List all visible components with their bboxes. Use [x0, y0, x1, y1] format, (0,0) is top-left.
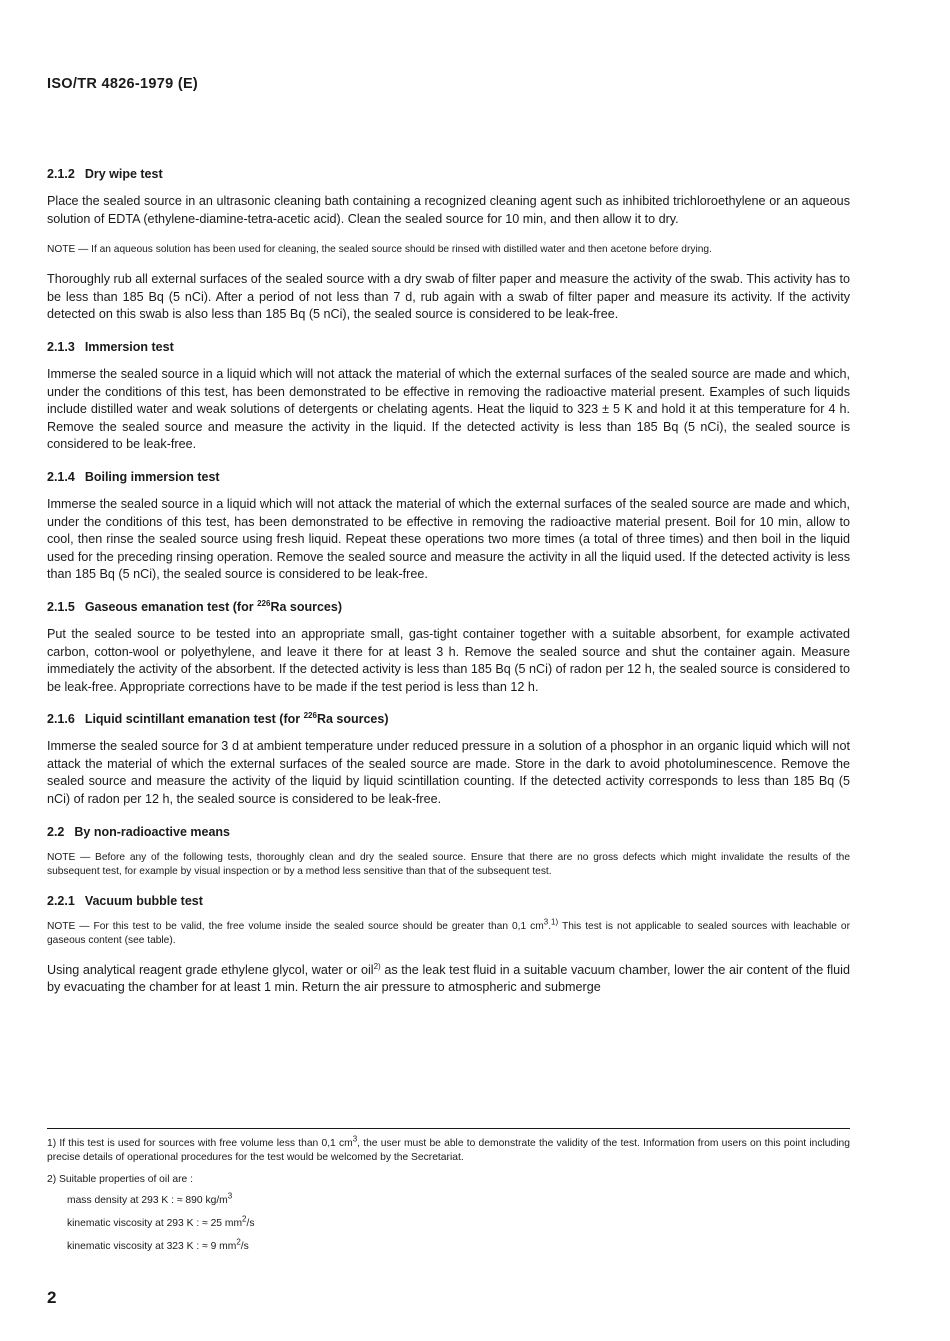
isotope-superscript: 226 [257, 598, 271, 608]
superscript: 2 [242, 1214, 247, 1224]
section-number: 2.1.5 [47, 599, 75, 614]
paragraph: Immerse the sealed source for 3 d at ambient temperature under reduced pressure in a solution of a phosphor in an organic liquid which will not attack the material of which the external surfaces of the sealed source are made. Store in the dark to avoid photoluminescence. Remove the sealed source and measure the activity of the liquid by liquid scintillation counting. If the detected activity corresponds to less than 185 Bq (5 nCi) of radon per 12 h, the sealed source is considered to be leak-free. [47, 739, 850, 807]
note: NOTE — If an aqueous solution has been used for cleaning, the sealed source should be rinsed with distilled water and then acetone before drying. [47, 244, 712, 256]
section-heading-2-2-1 [47, 893, 850, 909]
section-title: Immersion test [84, 339, 174, 354]
property-item [67, 1214, 850, 1231]
section-title: By non-radioactive means [74, 824, 230, 839]
section-title-post: Ra sources) [316, 712, 389, 727]
superscript: 3 [227, 1191, 233, 1201]
section-heading-2-1-6 [47, 711, 850, 727]
superscript: 3 [543, 917, 549, 927]
superscript: 3 [352, 1134, 358, 1144]
footnotes [47, 1128, 850, 1263]
page-number: 2 [47, 1288, 57, 1307]
footnote-text-post: , the user must be able to demonstrate the validity of the test. Information from users on this point including precise details of operational procedures for the test would be welcomed by the Secretariat. [47, 1138, 850, 1163]
section-title-post: Ra sources) [270, 599, 342, 614]
paragraph-text-pre: Using analytical reagent grade ethylene glycol, water or oil [47, 962, 374, 977]
superscript: 2 [236, 1237, 241, 1247]
footnote-ref: 2) [373, 961, 381, 971]
note: NOTE — Before any of the following tests, thoroughly clean and dry the sealed source. Ensure that there are no gross defects which might invalidate the results of the subsequent test, for example by visual inspection or by a method less sensitive than that of the subsequent test. [47, 851, 850, 877]
oil-properties-list [67, 1191, 850, 1254]
main-content [47, 166, 850, 1012]
section-heading-2-1-4 [47, 469, 850, 485]
section-title-pre: Liquid scintillant emanation test (for [84, 712, 304, 727]
paragraph: Thoroughly rub all external surfaces of the sealed source with a dry swab of filter paper and measure the activity of the swab. This activity has to be less than 185 Bq (5 nCi). After a period of not less than 7 d, rub again with a swab of filter paper and measure its activity. If the activity detected on this swab is also less than 185 Bq (5 nCi), the sealed source is considered to be leak-free. [47, 272, 850, 322]
section-number: 2.1.3 [47, 339, 75, 354]
note-text-pre: NOTE — For this test to be valid, the free volume inside the sealed source should be greater than 0,1 cm [47, 920, 544, 932]
section-title: Vacuum bubble test [84, 893, 203, 908]
footnote-text-pre: 1) If this test is used for sources with free volume less than 0,1 cm [47, 1138, 353, 1149]
property-item [67, 1191, 850, 1208]
paragraph [47, 962, 850, 997]
footnote-1 [47, 1134, 850, 1165]
note [47, 917, 850, 948]
paragraph: Put the sealed source to be tested into an appropriate small, gas-tight container together with a suitable absorbent, for example activated carbon, cotton-wool or polyethylene, and leave it there for at least 3 h. Remove the sealed source and shut the container again. Measure immediately the activity of the absorbent. If the detected activity is less than 185 Bq (5 nCi) of radon per 12 h, the sealed source is considered to be leak-free. Appropriate corrections have to be made if the test period is less than 12 h. [47, 626, 850, 694]
paragraph: Immerse the sealed source in a liquid which will not attack the material of which the external surfaces of the sealed source are made and which, under the conditions of this test, has been demonstrated to be effective in removing the radioactive material present. Examples of such liquids include distilled water and weak solutions of detergents or chelating agents. Heat the liquid to 323 ± 5 K and hold it at this temperature for 4 h. Remove the sealed source and measure the activity in the liquid. If the detected activity is less than 185 Bq (5 nCi), the sealed source is considered to be leak-free. [47, 366, 850, 452]
note-text-post: This test is not applicable to sealed sources with leachable or gaseous content (see table). [47, 920, 850, 946]
property-text: mass density at 293 K : ≈ 890 kg/m [67, 1195, 228, 1206]
section-heading-2-1-3 [47, 339, 850, 355]
paragraph: Immerse the sealed source in a liquid which will not attack the material of which the external surfaces of the sealed source are made and which, under the conditions of this test, has been demonstrated to be effective in removing the radioactive material present. Boil for 10 min, allow to cool, then rinse the sealed source using fresh liquid. Repeat these operations two more times (a total of three times) and then boil in the liquid used for the preceding rinsing operation. Remove the sealed source and measure the activity in all the liquid used. If the detected activity is less than 185 Bq (5 nCi), the sealed source is considered to be leak-free. [47, 496, 850, 582]
section-title: Boiling immersion test [84, 469, 220, 484]
section-number: 2.1.6 [47, 712, 75, 727]
section-number: 2.1.4 [47, 469, 75, 484]
section-number: 2.2 [47, 824, 65, 839]
property-unit: /s [246, 1218, 255, 1229]
section-heading-2-2 [47, 824, 850, 840]
footnote-rule [47, 1128, 850, 1129]
section-heading-2-1-5 [47, 599, 850, 615]
note-text-mid: . [548, 920, 552, 932]
section-number: 2.2.1 [47, 893, 75, 908]
paragraph-text-post: as the leak test fluid in a suitable vacuum chamber, lower the air content of the fluid by evacuating the chamber for at least 1 min. Return the air pressure to atmospheric and submerge [47, 962, 850, 995]
property-item [67, 1237, 850, 1254]
section-heading-2-1-2 [47, 166, 850, 182]
footnote-ref: 1) [551, 917, 559, 927]
section-title: Dry wipe test [84, 167, 163, 181]
document-id-header: ISO/TR 4826-1979 (E) [47, 76, 199, 92]
footnote-2 [47, 1173, 850, 1187]
paragraph: Place the sealed source in an ultrasonic cleaning bath containing a recognized cleaning agent such as inhibited trichloroethylene or an aqueous solution of EDTA (ethylene-diamine-tetra-acetic acid). Clean the sealed source for 10 min, and then allow it to dry. [47, 194, 850, 226]
property-unit: /s [240, 1241, 249, 1252]
property-text: kinematic viscosity at 323 K : ≈ 9 mm [67, 1241, 237, 1252]
section-title-pre: Gaseous emanation test (for [84, 599, 258, 614]
isotope-superscript: 226 [303, 711, 317, 721]
property-text: kinematic viscosity at 293 K : ≈ 25 mm [67, 1218, 243, 1229]
section-number: 2.1.2 [47, 167, 75, 181]
footnote-2-intro: 2) Suitable properties of oil are : [47, 1174, 193, 1185]
